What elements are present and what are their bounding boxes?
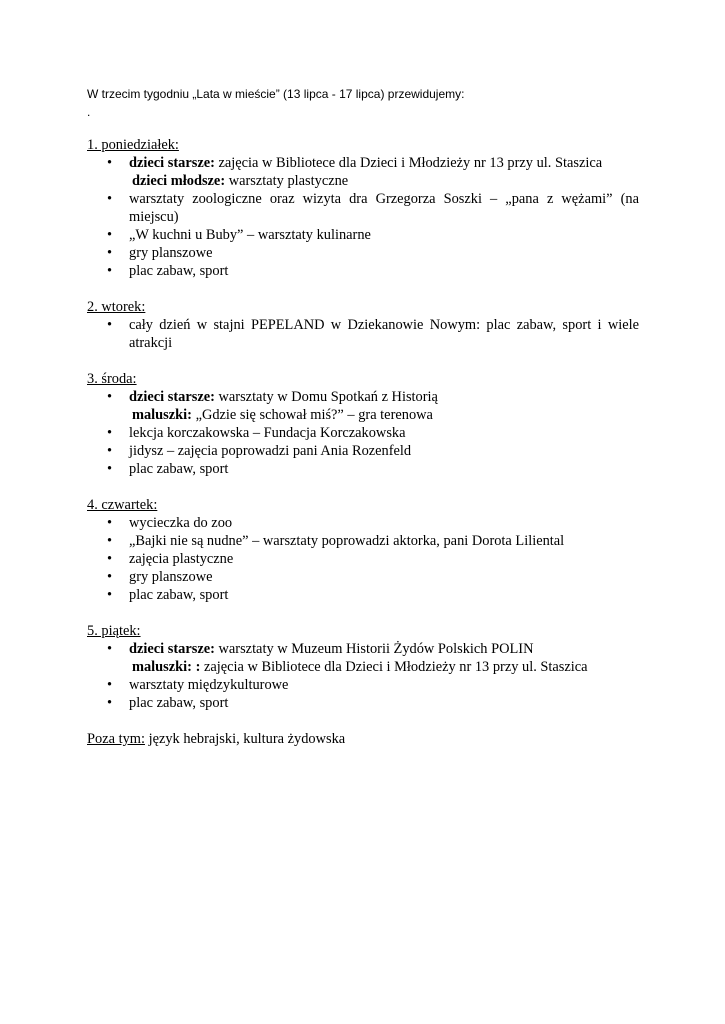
list-item bbox=[87, 316, 639, 352]
list-item bbox=[87, 190, 639, 226]
day-section-friday bbox=[87, 622, 639, 712]
list-item bbox=[87, 460, 639, 478]
item-text: cały dzień w stajni PEPELAND w Dziekanowie Nowym: plac zabaw, sport i wiele atrakcji bbox=[129, 317, 639, 351]
item-text: warsztaty w Domu Spotkań z Historią bbox=[214, 389, 438, 405]
bullet: • bbox=[107, 317, 113, 333]
list-item bbox=[87, 514, 639, 532]
list-item bbox=[87, 226, 639, 244]
list-item bbox=[87, 676, 639, 694]
group-label: dzieci starsze: bbox=[129, 389, 215, 405]
day-section-wednesday bbox=[87, 370, 639, 478]
day-heading: 1. poniedziałek: bbox=[87, 137, 179, 153]
bullet: • bbox=[107, 461, 113, 477]
bullet: • bbox=[107, 443, 113, 459]
schedule-content bbox=[87, 136, 639, 748]
footer-text: język hebrajski, kultura żydowska bbox=[144, 731, 346, 747]
group-label: maluszki: bbox=[132, 407, 192, 423]
bullet: • bbox=[107, 641, 113, 657]
item-text: wycieczka do zoo bbox=[129, 515, 233, 531]
bullet: • bbox=[107, 677, 113, 693]
bullet: • bbox=[107, 515, 113, 531]
day-section-monday bbox=[87, 136, 639, 280]
item-text: „W kuchni u Buby” – warsztaty kulinarne bbox=[129, 227, 371, 243]
bullet: • bbox=[107, 533, 113, 549]
item-text: warsztaty międzykulturowe bbox=[129, 677, 289, 693]
day-section-thursday bbox=[87, 496, 639, 604]
list-item bbox=[87, 262, 639, 280]
item-text: zajęcia w Bibliotece dla Dzieci i Młodzieży nr 13 przy ul. Staszica bbox=[200, 659, 588, 675]
day-heading: 2. wtorek: bbox=[87, 299, 146, 315]
item-text: gry planszowe bbox=[129, 569, 213, 585]
group-label: dzieci młodsze: bbox=[132, 173, 226, 189]
list-item bbox=[87, 694, 639, 712]
list-item bbox=[87, 550, 639, 568]
list-item bbox=[87, 640, 639, 676]
bullet: • bbox=[107, 389, 113, 405]
day-heading: 5. piątek: bbox=[87, 623, 141, 639]
bullet: • bbox=[107, 263, 113, 279]
intro-text: W trzecim tygodniu „Lata w mieście” (13 lipca - 17 lipca) przewidujemy: bbox=[87, 87, 465, 101]
list-item bbox=[87, 424, 639, 442]
item-text: „Bajki nie są nudne” – warsztaty poprowadzi aktorka, pani Dorota Liliental bbox=[129, 533, 565, 549]
activity-list bbox=[87, 316, 639, 352]
item-text: „Gdzie się schował miś?” – gra terenowa bbox=[191, 407, 433, 423]
list-item bbox=[87, 586, 639, 604]
group-label: dzieci starsze: bbox=[129, 155, 215, 171]
list-item bbox=[87, 154, 639, 190]
item-text: plac zabaw, sport bbox=[129, 263, 229, 279]
bullet: • bbox=[107, 191, 113, 207]
bullet: • bbox=[107, 245, 113, 261]
bullet: • bbox=[107, 155, 113, 171]
list-item bbox=[87, 532, 639, 550]
intro-dot: . bbox=[87, 105, 91, 119]
bullet: • bbox=[107, 569, 113, 585]
item-text: zajęcia plastyczne bbox=[129, 551, 234, 567]
item-text: warsztaty zoologiczne oraz wizyta dra Grzegorza Soszki – „pana z wężami” (na miejscu) bbox=[129, 191, 639, 225]
item-text: gry planszowe bbox=[129, 245, 213, 261]
item-text: warsztaty w Muzeum Historii Żydów Polskich POLIN bbox=[214, 641, 534, 657]
bullet: • bbox=[107, 425, 113, 441]
group-label: dzieci starsze: bbox=[129, 641, 215, 657]
bullet: • bbox=[107, 695, 113, 711]
list-item bbox=[87, 568, 639, 586]
list-item bbox=[87, 442, 639, 460]
activity-list bbox=[87, 640, 639, 712]
bullet: • bbox=[107, 227, 113, 243]
item-text: warsztaty plastyczne bbox=[225, 173, 349, 189]
list-item bbox=[87, 244, 639, 262]
item-text: zajęcia w Bibliotece dla Dzieci i Młodzieży nr 13 przy ul. Staszica bbox=[214, 155, 603, 171]
item-text: plac zabaw, sport bbox=[129, 587, 229, 603]
day-heading: 3. środa: bbox=[87, 371, 137, 387]
bullet: • bbox=[107, 587, 113, 603]
bullet: • bbox=[107, 551, 113, 567]
group-label: maluszki: : bbox=[132, 659, 201, 675]
activity-list bbox=[87, 514, 639, 604]
item-text: lekcja korczakowska – Fundacja Korczakowska bbox=[129, 425, 406, 441]
day-heading: 4. czwartek: bbox=[87, 497, 158, 513]
activity-list bbox=[87, 388, 639, 478]
footer-note bbox=[87, 730, 639, 748]
footer-heading: Poza tym: bbox=[87, 731, 145, 747]
item-text: plac zabaw, sport bbox=[129, 695, 229, 711]
item-text: jidysz – zajęcia poprowadzi pani Ania Rozenfeld bbox=[129, 443, 412, 459]
list-item bbox=[87, 388, 639, 424]
activity-list bbox=[87, 154, 639, 280]
item-text: plac zabaw, sport bbox=[129, 461, 229, 477]
day-section-tuesday bbox=[87, 298, 639, 352]
